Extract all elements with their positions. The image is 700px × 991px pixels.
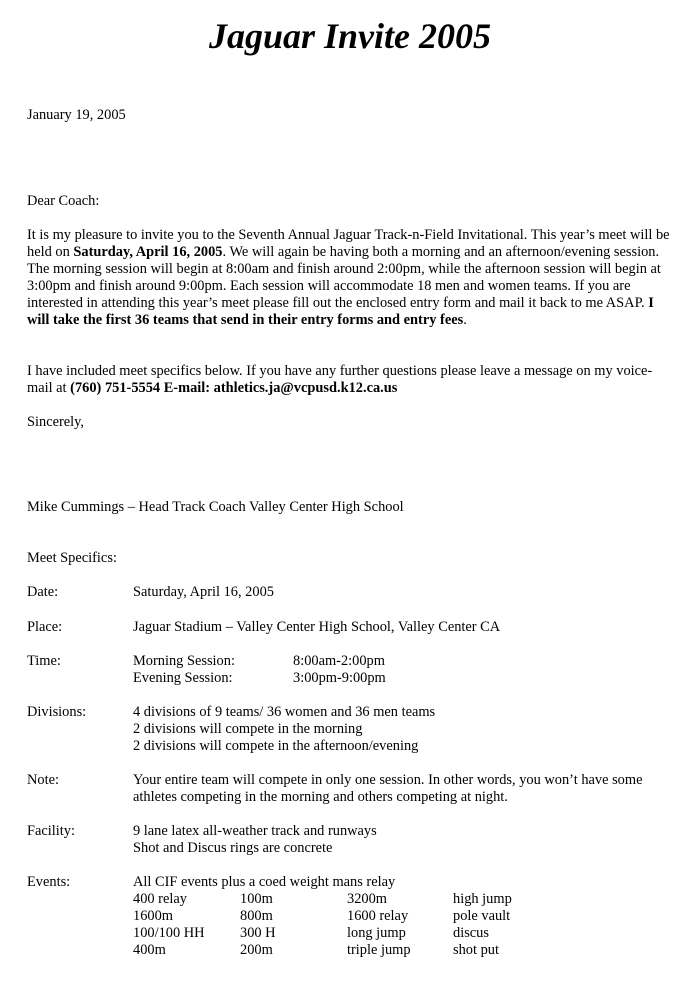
divisions-line: 2 divisions will compete in the morning: [133, 721, 363, 737]
events-label: Events:: [27, 874, 71, 890]
note-line: athletes competing in the morning and others competing at night.: [133, 789, 508, 805]
page-title: Jaguar Invite 2005: [208, 16, 492, 56]
date-label: Date:: [27, 584, 59, 600]
evening-session-hours: 3:00pm-9:00pm: [293, 670, 386, 686]
contact-phone-email: (760) 751-5554 E-mail: athletics.ja@vcpusd.k12.ca.us: [70, 380, 398, 396]
place-value: Jaguar Stadium – Valley Center High School, Valley Center CA: [133, 619, 501, 635]
event-cell: 1600m: [133, 908, 173, 924]
event-cell: 800m: [240, 908, 273, 924]
event-cell: long jump: [347, 925, 406, 941]
event-cell: pole vault: [453, 908, 511, 924]
facility-line: Shot and Discus rings are concrete: [133, 840, 333, 856]
facility-line: 9 lane latex all-weather track and runways: [133, 823, 377, 839]
evening-session-label: Evening Session:: [133, 670, 233, 686]
event-cell: 3200m: [347, 891, 387, 907]
specifics-heading: Meet Specifics:: [27, 550, 117, 566]
meet-date-bold: Saturday, April 16, 2005: [73, 244, 223, 260]
first-36-teams-bold: I will take the first 36 teams that send in their entry forms and entry fees: [27, 295, 654, 328]
event-cell: 100/100 HH: [133, 925, 205, 941]
morning-session-label: Morning Session:: [133, 653, 235, 669]
place-label: Place:: [27, 619, 63, 635]
event-cell: 400m: [133, 942, 166, 958]
event-cell: triple jump: [347, 942, 411, 958]
morning-session-hours: 8:00am-2:00pm: [293, 653, 385, 669]
event-cell: discus: [453, 925, 489, 941]
invitation-text-1: It is my pleasure to invite you to the Seventh Annual Jaguar Track-n-Field Invitational. This year’s meet will be held on: [27, 227, 670, 260]
event-cell: 1600 relay: [347, 908, 409, 924]
time-label: Time:: [27, 653, 61, 669]
divisions-line: 4 divisions of 9 teams/ 36 women and 36 men teams: [133, 704, 436, 720]
event-cell: 400 relay: [133, 891, 187, 907]
events-intro: All CIF events plus a coed weight mans relay: [133, 874, 396, 890]
salutation: Dear Coach:: [27, 193, 100, 209]
date-value: Saturday, April 16, 2005: [133, 584, 274, 600]
paragraph-contact: [27, 363, 672, 397]
event-cell: 200m: [240, 942, 273, 958]
event-cell: high jump: [453, 891, 512, 907]
event-cell: 300 H: [240, 925, 276, 941]
closing: Sincerely,: [27, 414, 85, 430]
event-cell: 100m: [240, 891, 273, 907]
note-line: Your entire team will compete in only one session. In other words, you won’t have some: [133, 772, 643, 788]
divisions-line: 2 divisions will compete in the afternoon/evening: [133, 738, 419, 754]
event-cell: shot put: [453, 942, 499, 958]
divisions-label: Divisions:: [27, 704, 87, 720]
contact-text: I have included meet specifics below. If you have any further questions please leave a message on my voice-mail at: [27, 363, 653, 396]
facility-label: Facility:: [27, 823, 75, 839]
note-label: Note:: [27, 772, 59, 788]
signature: Mike Cummings – Head Track Coach Valley Center High School: [27, 499, 404, 515]
letter-date: January 19, 2005: [27, 107, 126, 123]
paragraph-invitation: [27, 227, 672, 329]
invitation-text-3: .: [463, 312, 467, 328]
invitation-text-2: . We will again be having both a morning and an afternoon/evening session. The morning session will begin at 8:00am and finish around 2:00pm, while the afternoon session will begin at 3:00pm and finish around 9:00pm. Each session will accommodate 18 men and women teams. If you are interested in attending this year’s meet please fill out the enclosed entry form and mail it back to me ASAP.: [27, 244, 661, 311]
